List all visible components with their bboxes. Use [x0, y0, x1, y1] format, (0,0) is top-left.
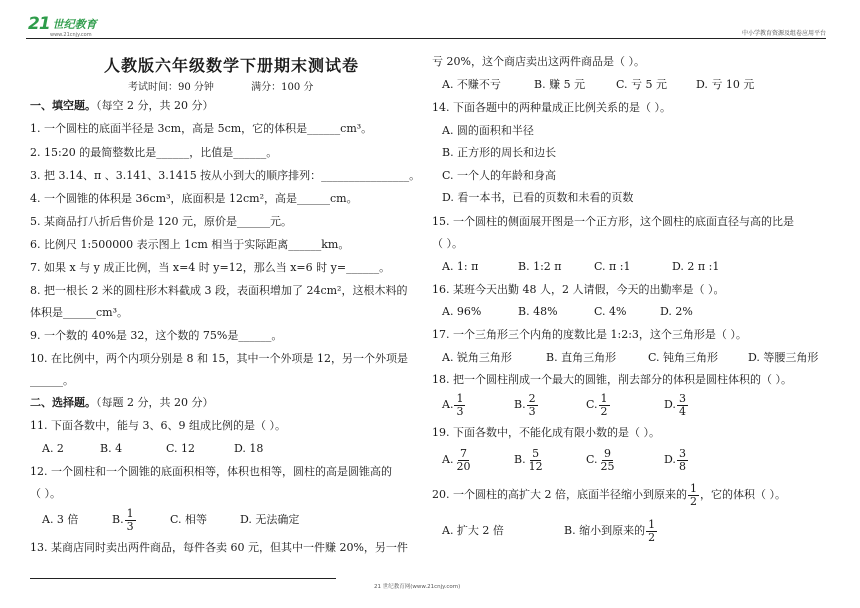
choice-question-15-cont: （ ）。 — [432, 237, 463, 250]
numerator: 1 — [689, 481, 697, 495]
fill-question-5: 5. 某商品打八折后售价是 120 元，原价是______元。 — [30, 215, 292, 228]
option-label: A. — [442, 398, 454, 411]
fill-question-10-cont: ______。 — [30, 374, 74, 387]
choice-question-16: 16. 某班今天出勤 48 人，2 人请假，今天的出勤率是（ ）。 — [432, 283, 725, 296]
fraction — [454, 448, 472, 473]
numerator: 1 — [600, 391, 608, 405]
numerator: 3 — [678, 446, 686, 460]
fraction — [454, 393, 465, 418]
option-label: B. — [514, 398, 526, 411]
denominator: 25 — [600, 459, 615, 473]
option — [586, 390, 664, 420]
option-label: B. — [112, 513, 124, 526]
numerator: 1 — [126, 506, 134, 520]
numerator: 7 — [459, 446, 467, 460]
fraction — [688, 483, 699, 508]
site-logo — [28, 14, 97, 38]
options-q11 — [42, 442, 263, 456]
fill-question-8: 8. 把一根长 2 米的圆柱形木料截成 3 段，表面积增加了 24cm²，这根木料的 — [30, 284, 408, 297]
option-q14-b: B. 正方形的周长和边长 — [442, 146, 557, 159]
option — [564, 516, 658, 546]
fraction — [599, 393, 610, 418]
options-q15 — [442, 260, 719, 274]
option: A. 锐角三角形 — [442, 351, 512, 364]
choice-question-20 — [432, 480, 786, 510]
denominator: 2 — [689, 494, 697, 508]
section-choice-heading — [30, 396, 213, 410]
choice-question-18: 18. 把一个圆柱削成一个最大的圆锥，削去部分的体积是圆柱体积的（ ）。 — [432, 373, 792, 386]
exam-time: 考试时间：90 分钟 — [128, 82, 214, 93]
fraction — [677, 393, 688, 418]
option: B. 4 — [100, 442, 123, 455]
section-note: （每题 2 分，共 20 分） — [96, 396, 214, 409]
option — [664, 445, 689, 475]
footer-text: 21 世纪教育网(www.21cnjy.com) — [374, 584, 461, 590]
footer-divider — [30, 578, 336, 579]
option: D. 亏 10 元 — [696, 78, 755, 91]
denominator: 2 — [600, 404, 608, 418]
question-text: 20. 一个圆柱的高扩大 2 倍，底面半径缩小到原来的 — [432, 488, 687, 501]
fraction — [677, 448, 688, 473]
option: B. 1:2 π — [518, 260, 562, 273]
options-q17 — [442, 351, 818, 365]
logo-url: www.21cnjy.com — [50, 32, 92, 38]
section-note: （每空 2 分，共 20 分） — [96, 99, 214, 112]
option: D. 2 π :1 — [672, 260, 720, 273]
option: A. 1: π — [442, 260, 479, 273]
choice-question-13-cont: 亏 20%，这个商店卖出这两件商品是（ ）。 — [432, 55, 645, 68]
option-q14-a: A. 圆的面积和半径 — [442, 124, 534, 137]
denominator: 20 — [456, 459, 471, 473]
fill-question-1: 1. 一个圆柱的底面半径是 3cm，高是 5cm，它的体积是______cm³。 — [30, 122, 373, 135]
option: A. 扩大 2 倍 — [442, 524, 504, 537]
options-q18 — [442, 390, 689, 420]
exam-title: 人教版六年级数学下册期末测试卷 — [104, 56, 360, 75]
numerator: 1 — [648, 517, 656, 531]
denominator: 8 — [678, 459, 686, 473]
numerator: 2 — [528, 391, 536, 405]
option-q14-c: C. 一个人的年龄和身高 — [442, 169, 557, 182]
fill-question-4: 4. 一个圆锥的体积是 36cm³，底面积是 12cm²，高是______cm。 — [30, 192, 358, 205]
option: B. 直角三角形 — [546, 351, 617, 364]
denominator: 2 — [648, 530, 656, 544]
exam-info — [128, 78, 347, 93]
option: C. 4% — [594, 305, 627, 318]
fraction — [527, 448, 545, 473]
options-q13 — [442, 78, 754, 92]
numerator: 1 — [456, 391, 464, 405]
option-label: B. 缩小到原来的 — [564, 524, 646, 537]
fraction — [646, 519, 657, 544]
option: D. 无法确定 — [240, 513, 300, 526]
denominator: 3 — [126, 519, 134, 533]
section-fill-heading — [30, 99, 213, 113]
fraction — [527, 393, 538, 418]
option: A. 96% — [442, 305, 482, 318]
fill-question-2: 2. 15:20 的最简整数比是______，比值是______。 — [30, 146, 278, 159]
option — [514, 445, 586, 475]
option: A. 不赚不亏 — [442, 78, 501, 91]
header-divider — [26, 38, 826, 39]
option — [442, 390, 514, 420]
option — [514, 390, 586, 420]
fill-question-10: 10. 在比例中，两个内项分别是 8 和 15，其中一个外项是 12，另一个外项是 — [30, 352, 408, 365]
option: D. 2% — [660, 305, 693, 318]
choice-question-15: 15. 一个圆柱的侧面展开图是一个正方形，这个圆柱的底面直径与高的比是 — [432, 215, 794, 228]
option-q14-d: D. 看一本书，已看的页数和未看的页数 — [442, 191, 634, 204]
section-title: 二、选择题。 — [30, 396, 96, 409]
option: A. 3 倍 — [42, 513, 79, 526]
denominator: 3 — [456, 404, 464, 418]
exam-score: 满分：100 分 — [251, 82, 314, 93]
options-q16 — [442, 305, 693, 319]
denominator: 12 — [528, 459, 543, 473]
choice-question-14: 14. 下面各题中的两种量成正比例关系的是（ ）。 — [432, 101, 671, 114]
option: B. 赚 5 元 — [534, 78, 586, 91]
option-label: A. — [442, 453, 454, 466]
question-text: ，它的体积（ ）。 — [699, 488, 786, 501]
platform-name: 中小学教育资源及组卷应用平台 — [741, 30, 826, 37]
option: B. 48% — [518, 305, 558, 318]
fill-question-8-cont: 体积是______cm³。 — [30, 306, 129, 319]
option: D. 18 — [234, 442, 264, 455]
option: C. π :1 — [594, 260, 631, 273]
option — [442, 445, 514, 475]
option-label: C. — [586, 453, 598, 466]
fill-question-7: 7. 如果 x 与 y 成正比例，当 x=4 时 y=12，那么当 x=6 时 y=______。 — [30, 261, 391, 274]
option: C. 亏 5 元 — [616, 78, 668, 91]
options-q20 — [442, 516, 658, 546]
numerator: 3 — [678, 391, 686, 405]
option-label: C. — [586, 398, 598, 411]
options-q19 — [442, 445, 689, 475]
denominator: 4 — [678, 404, 686, 418]
denominator: 3 — [528, 404, 536, 418]
option: D. 等腰三角形 — [748, 351, 819, 364]
options-q12 — [42, 506, 299, 534]
choice-question-19: 19. 下面各数中，不能化成有限小数的是（ ）。 — [432, 426, 660, 439]
option — [112, 506, 170, 534]
option — [586, 445, 664, 475]
fill-question-6: 6. 比例尺 1:500000 表示图上 1cm 相当于实际距离______km。 — [30, 238, 350, 251]
option-label: D. — [664, 453, 676, 466]
option: C. 12 — [166, 442, 196, 455]
choice-question-12-cont: （ ）。 — [30, 487, 61, 500]
numerator: 5 — [532, 446, 540, 460]
fill-question-9: 9. 一个数的 40%是 32，这个数的 75%是______。 — [30, 329, 283, 342]
choice-question-13: 13. 某商店同时卖出两件商品，每件各卖 60 元，但其中一件赚 20%，另一件 — [30, 541, 408, 554]
fraction — [599, 448, 617, 473]
option: C. 钝角三角形 — [648, 351, 719, 364]
section-title: 一、填空题。 — [30, 99, 96, 112]
numerator: 9 — [604, 446, 612, 460]
fill-question-3: 3. 把 3.14、π 、3.141、3.1415 按从小到大的顺序排列：________________。 — [30, 169, 421, 182]
option: A. 2 — [42, 442, 64, 455]
choice-question-17: 17. 一个三角形三个内角的度数比是 1:2:3，这个三角形是（ ）。 — [432, 328, 747, 341]
fraction — [125, 508, 136, 533]
option-label: D. — [664, 398, 676, 411]
logo-mark: 21 — [28, 14, 50, 34]
option-label: B. — [514, 453, 526, 466]
choice-question-12: 12. 一个圆柱和一个圆锥的底面积相等，体积也相等，圆柱的高是圆锥高的 — [30, 465, 392, 478]
option — [664, 390, 689, 420]
logo-text: 世纪教育 — [52, 18, 97, 31]
option: C. 相等 — [170, 513, 208, 526]
choice-question-11: 11. 下面各数中，能与 3、6、9 组成比例的是（ ）。 — [30, 419, 286, 432]
